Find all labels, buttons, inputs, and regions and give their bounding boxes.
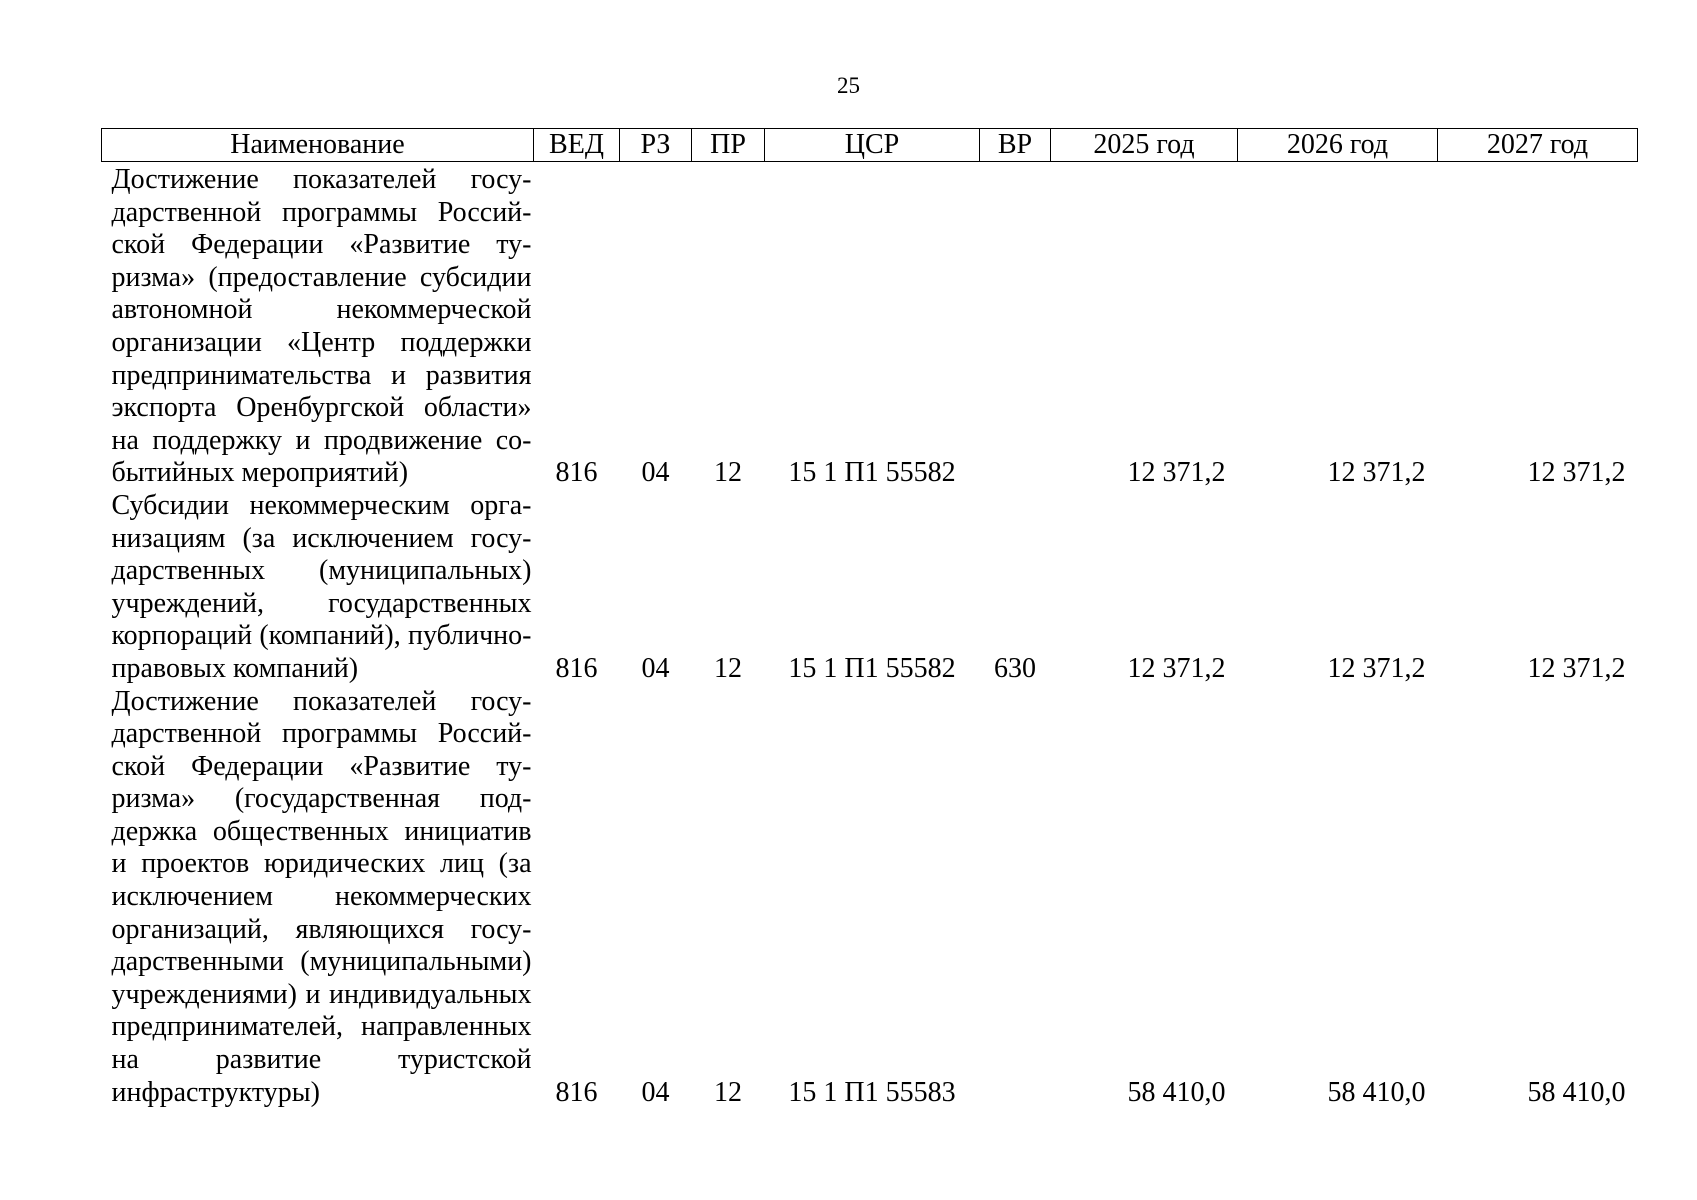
row-2025: 58 410,0 — [1127, 1076, 1226, 1108]
table-row — [102, 490, 1638, 686]
row-name: Достижение показателей государственной программы Российской Федерации «Развитие туризма» (государственная поддержка общественных инициатив и проектов юридических лиц (за исключением некоммерческих организаций, являющихся государственными (муниципальными) учреждениями) и индивидуальных предпринимателей, направленных на развитие туристской инфраструктуры) — [111, 685, 532, 1108]
row-csr: 15 1 П1 55582 — [788, 652, 956, 684]
row-rz: 04 — [641, 1076, 670, 1108]
header-2027: 2027 год — [1438, 129, 1638, 162]
table-row — [102, 686, 1638, 1110]
row-name: Субсидии некоммерческим организациям (за исключением государственных (муниципальных) учреждений, государственных корпораций (компаний), публично-правовых компаний) — [111, 489, 532, 684]
row-ved: 816 — [555, 652, 598, 684]
row-vr — [980, 686, 1051, 1110]
header-2025: 2025 год — [1051, 129, 1238, 162]
page-number: 25 — [837, 73, 860, 98]
row-2025: 12 371,2 — [1127, 457, 1226, 489]
row-name: Достижение показателей государственной программы Российской Федерации «Развитие туризма» (предоставление субсидии автономной некоммерческой организации «Центр поддержки предпринимательства и развития экспорта Оренбургской области» на поддержку и продвижение событийных мероприятий) — [111, 164, 532, 489]
table-header — [102, 129, 1638, 162]
table-body — [102, 162, 1638, 1110]
header-pr: ПР — [692, 129, 765, 162]
row-2027: 12 371,2 — [1527, 457, 1626, 489]
row-pr: 12 — [714, 652, 742, 684]
header-name: Наименование — [102, 129, 534, 162]
header-vr: ВР — [980, 129, 1051, 162]
row-2027: 12 371,2 — [1527, 652, 1626, 684]
header-ved: ВЕД — [534, 129, 620, 162]
row-vr: 630 — [994, 652, 1036, 684]
row-2026: 12 371,2 — [1327, 457, 1426, 489]
row-csr: 15 1 П1 55582 — [788, 457, 956, 489]
row-csr: 15 1 П1 55583 — [788, 1076, 956, 1108]
row-2027: 58 410,0 — [1527, 1076, 1626, 1108]
row-pr: 12 — [714, 1076, 742, 1108]
row-2026: 58 410,0 — [1327, 1076, 1426, 1108]
row-2026: 12 371,2 — [1327, 652, 1426, 684]
row-ved: 816 — [555, 1076, 598, 1108]
row-rz: 04 — [641, 652, 670, 684]
row-ved: 816 — [555, 457, 598, 489]
budget-table — [101, 128, 1638, 1109]
row-2025: 12 371,2 — [1127, 652, 1226, 684]
header-rz: РЗ — [620, 129, 692, 162]
row-pr: 12 — [714, 457, 742, 489]
header-2026: 2026 год — [1238, 129, 1438, 162]
header-row — [102, 129, 1638, 162]
row-vr — [980, 162, 1051, 490]
table-row — [102, 162, 1638, 490]
header-csr: ЦСР — [765, 129, 980, 162]
row-rz: 04 — [641, 457, 670, 489]
